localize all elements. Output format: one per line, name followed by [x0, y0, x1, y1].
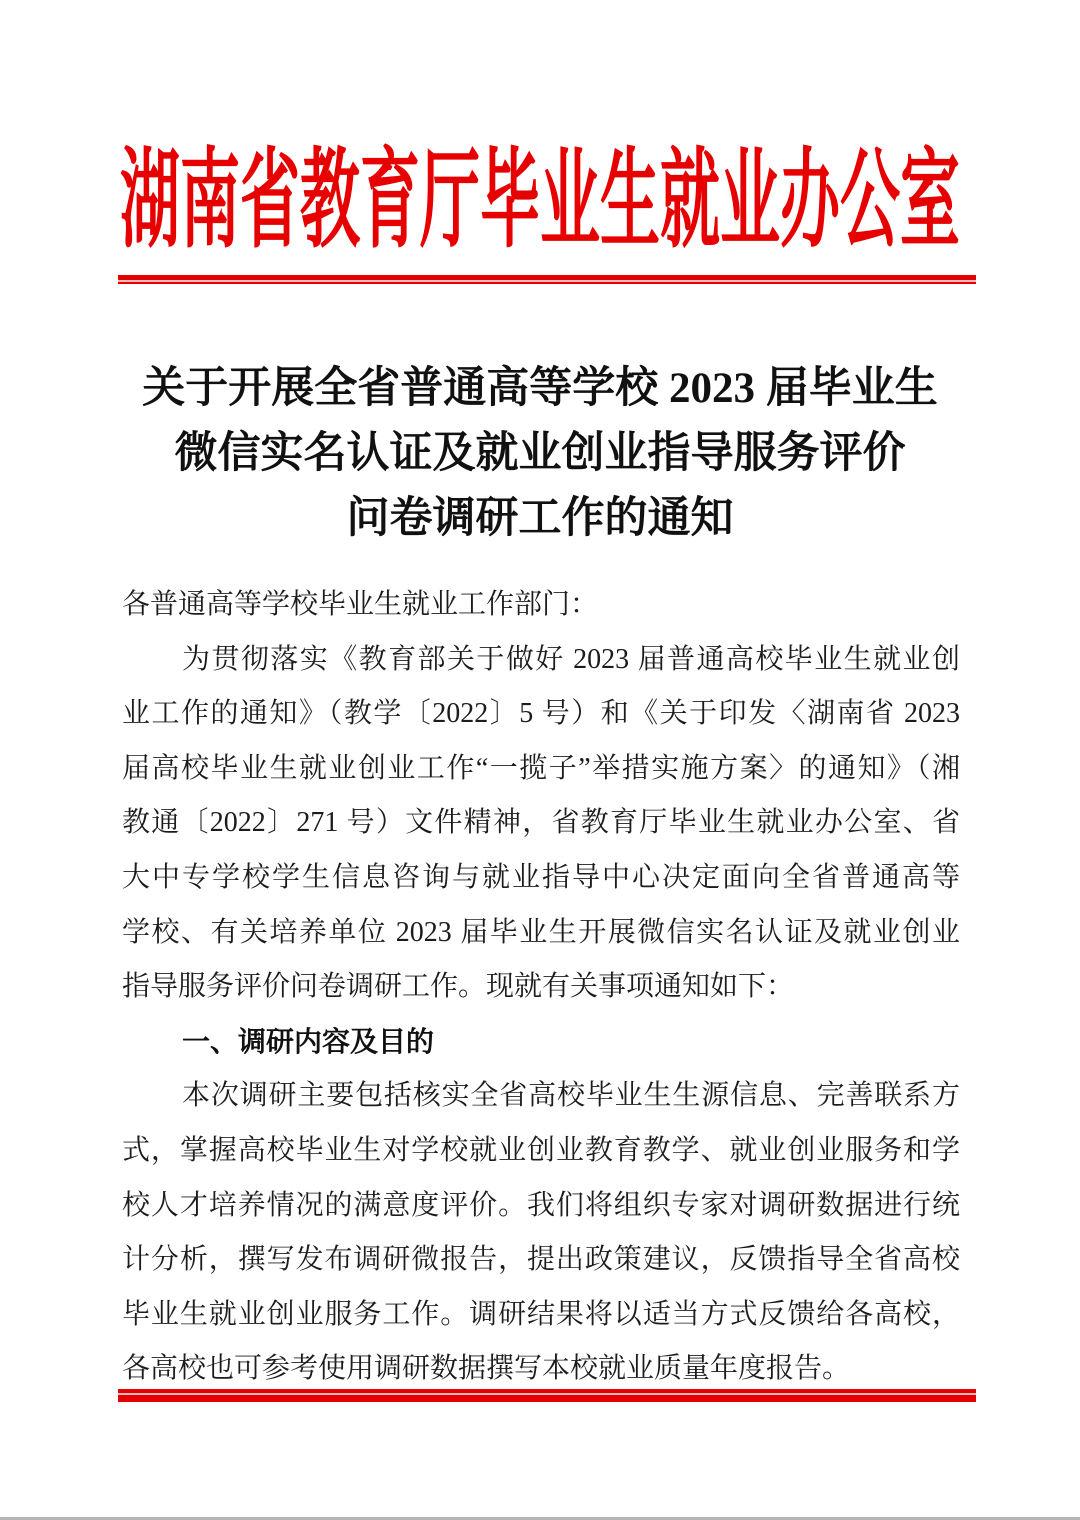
- doc-title-line-1: 关于开展全省普通高等学校 2023 届毕业生: [142, 365, 938, 412]
- doc-title-line-2: 微信实名认证及就业创业指导服务评价: [174, 430, 906, 477]
- recipient-line: 各普通高等学校毕业生就业工作部门：: [122, 589, 599, 620]
- body-line: 本次调研主要包括核实全省高校毕业生生源信息、完善联系方: [182, 1080, 960, 1112]
- body-line: 式，掌握高校毕业生对学校就业创业教育教学、就业创业服务和学: [122, 1134, 960, 1166]
- notice-body: [122, 578, 960, 1397]
- body-line: 毕业生就业创业服务工作。调研结果将以适当方式反馈给各高校，: [122, 1298, 960, 1330]
- letterhead-org-name: 湖南省教育厅毕业生就业办公室: [120, 141, 960, 261]
- letterhead-rule: [118, 275, 976, 284]
- section-heading: 一、调研内容及目的: [182, 1025, 435, 1057]
- doc-title-line-3: 问卷调研工作的通知: [346, 495, 734, 542]
- body-line: 大中专学校学生信息咨询与就业指导中心决定面向全省普通高等: [122, 861, 960, 893]
- body-line: 届高校毕业生就业创业工作“一揽子”举措实施方案〉的通知》（湘: [122, 752, 960, 784]
- doc-title: [0, 356, 1080, 551]
- body-line: 教通〔2022〕271 号）文件精神，省教育厅毕业生就业办公室、省: [122, 807, 960, 839]
- body-line: 校人才培养情况的满意度评价。我们将组织专家对调研数据进行统: [122, 1189, 960, 1221]
- body-line: 学校、有关培养单位 2023 届毕业生开展微信实名认证及就业创业: [122, 916, 960, 948]
- footer-rule: [118, 1389, 976, 1402]
- body-line: 为贯彻落实《教育部关于做好 2023 届普通高校毕业生就业创: [182, 643, 960, 675]
- body-line: 指导服务评价问卷调研工作。现就有关事项通知如下：: [122, 971, 795, 1003]
- rule-band: [118, 282, 976, 284]
- body-line: 各高校也可参考使用调研数据撰写本校就业质量年度报告。: [122, 1353, 851, 1385]
- body-line: 业工作的通知》（教学〔2022〕5 号）和《关于印发〈湖南省 2023: [122, 698, 960, 730]
- rule-band: [118, 1395, 976, 1402]
- body-line: 计分析，撰写发布调研微报告，提出政策建议，反馈指导全省高校: [122, 1244, 960, 1276]
